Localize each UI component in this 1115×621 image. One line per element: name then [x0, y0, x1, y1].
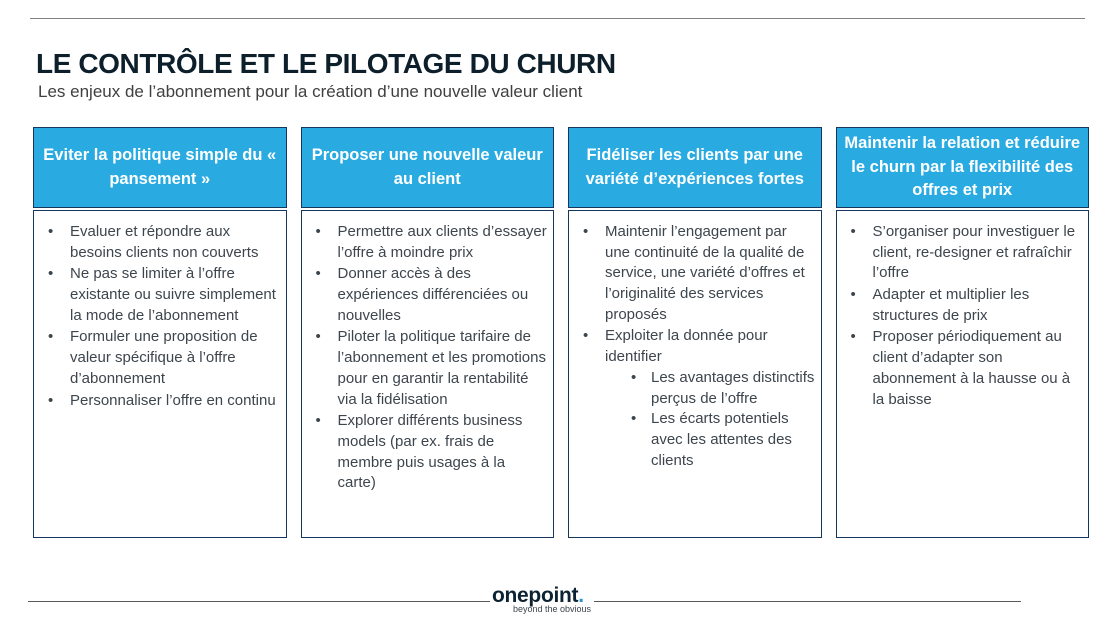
column-header: Fidéliser les clients par une variété d’expériences fortes — [568, 127, 822, 208]
column-header: Maintenir la relation et réduire le churn par la flexibilité des offres et prix — [836, 127, 1090, 208]
column-body — [301, 210, 555, 538]
column-body — [33, 210, 287, 538]
list-item: • Formuler une proposition de valeur spécifique à l’offre d’abonnement — [34, 327, 280, 389]
list-item: • Adapter et multiplier les structures de prix — [837, 285, 1083, 326]
columns-container — [33, 127, 1089, 538]
sub-list-item: • Les avantages distinctifs perçus de l’offre — [605, 368, 815, 409]
bullet-list — [302, 222, 548, 494]
list-item: • Evaluer et répondre aux besoins clients non couverts — [34, 222, 280, 263]
column-body — [836, 210, 1090, 538]
list-item: • Ne pas se limiter à l’offre existante ou suivre simplement la mode de l’abonnement — [34, 264, 280, 326]
list-item: • Permettre aux clients d’essayer l’offre à moindre prix — [302, 222, 548, 263]
bullet-list — [34, 222, 280, 411]
logo-dot: . — [578, 584, 584, 607]
list-item: • S’organiser pour investiguer le client, re-designer et rafraîchir l’offre — [837, 222, 1083, 284]
list-item-text: Exploiter la donnée pour identifier — [605, 327, 768, 366]
column-header: Proposer une nouvelle valeur au client — [301, 127, 555, 208]
column-header: Eviter la politique simple du « pansement » — [33, 127, 287, 208]
column-flexibilite — [836, 127, 1090, 538]
footer-divider-left — [28, 601, 490, 602]
sub-list-item: • Les écarts potentiels avec les attentes des clients — [605, 409, 815, 471]
column-fidelisation — [568, 127, 822, 538]
bullet-list — [569, 222, 815, 471]
column-pansement — [33, 127, 287, 538]
logo-wordmark: onepoint — [492, 584, 579, 607]
footer-divider-right — [594, 601, 1021, 602]
list-item: • Maintenir l’engagement par une continuité de la qualité de service, une variété d’offres et l’originalité des services proposés — [569, 222, 815, 325]
list-item: • Explorer différents business models (par ex. frais de membre puis usages à la carte) — [302, 411, 548, 494]
column-body — [568, 210, 822, 538]
list-item: • Donner accès à des expériences différenciées ou nouvelles — [302, 264, 548, 326]
bullet-list — [837, 222, 1083, 410]
sub-bullet-list — [605, 368, 815, 471]
logo-tagline: beyond the obvious — [512, 604, 591, 614]
list-item: • Personnaliser l’offre en continu — [34, 391, 280, 412]
list-item — [569, 326, 815, 471]
page-subtitle: Les enjeux de l’abonnement pour la création d’une nouvelle valeur client — [38, 82, 583, 101]
column-nouvelle-valeur — [301, 127, 555, 538]
list-item: • Proposer périodiquement au client d’adapter son abonnement à la hausse ou à la baisse — [837, 327, 1083, 410]
list-item: • Piloter la politique tarifaire de l’abonnement et les promotions pour en garantir la rentabilité via la fidélisation — [302, 327, 548, 410]
page-title: LE CONTRÔLE ET LE PILOTAGE DU CHURN — [36, 48, 616, 79]
top-divider — [30, 18, 1085, 19]
